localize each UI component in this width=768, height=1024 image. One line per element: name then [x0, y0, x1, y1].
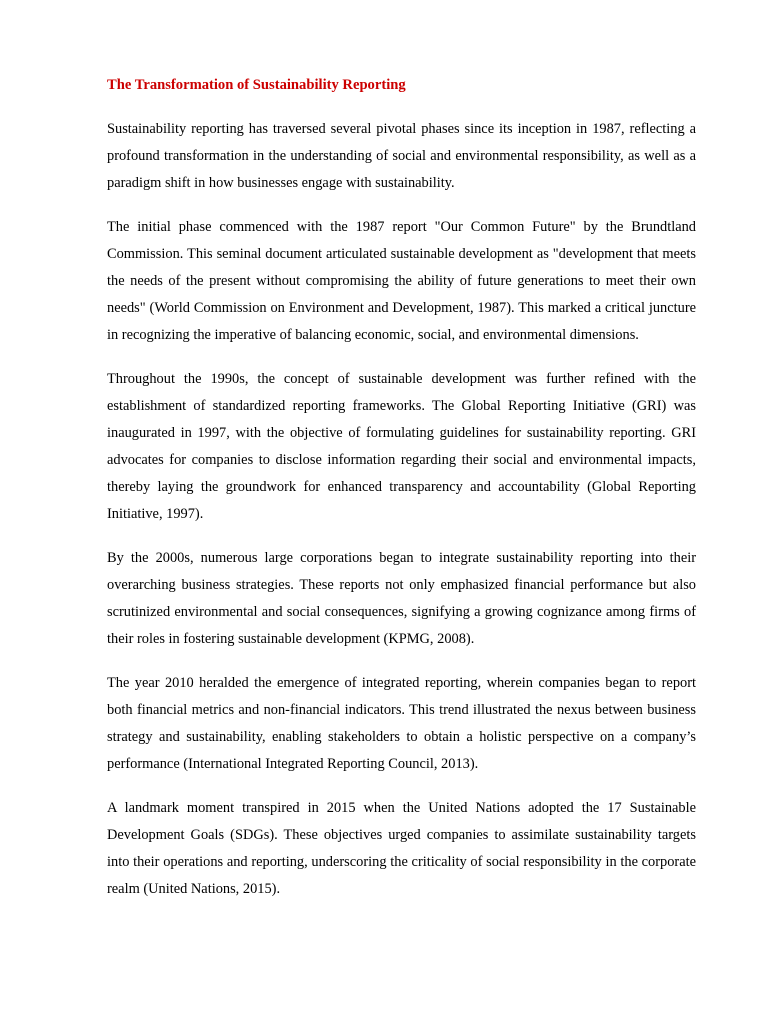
- paragraph-1990s: Throughout the 1990s, the concept of sustainable development was further refined with the establishment of standardized reporting frameworks. The Global Reporting Initiative (GRI) was inaugurated in 1997, with the objective of formulating guidelines for sustainability reporting. GRI advocates for companies to disclose information regarding their social and environmental impacts, thereby laying the groundwork for enhanced transparency and accountability (Global Reporting Initiative, 1997).: [107, 371, 696, 522]
- paragraph-2000s: By the 2000s, numerous large corporations began to integrate sustainability reporting into their overarching business strategies. These reports not only emphasized financial performance but also scrutinized environmental and social consequences, signifying a growing cognizance among firms of their roles in fostering sustainable development (KPMG, 2008).: [107, 550, 696, 647]
- paragraph-2015: A landmark moment transpired in 2015 when the United Nations adopted the 17 Sustainable Development Goals (SDGs). These objectives urged companies to assimilate sustainability targets into their operations and reporting, underscoring the criticality of social responsibility in the corporate realm (United Nations, 2015).: [107, 800, 696, 897]
- paragraph-2010: The year 2010 heralded the emergence of integrated reporting, wherein companies began to report both financial metrics and non-financial indicators. This trend illustrated the nexus between business strategy and sustainability, enabling stakeholders to obtain a holistic perspective on a company’s performance (International Integrated Reporting Council, 2013).: [107, 675, 696, 772]
- paragraph-initial-phase: The initial phase commenced with the 1987 report "Our Common Future" by the Brundtland Commission. This seminal document articulated sustainable development as "development that meets the needs of the present without compromising the ability of future generations to meet their own needs" (World Commission on Environment and Development, 1987). This marked a critical juncture in recognizing the imperative of balancing economic, social, and environmental dimensions.: [107, 219, 696, 343]
- paragraph-intro: Sustainability reporting has traversed several pivotal phases since its inception in 1987, reflecting a profound transformation in the understanding of social and environmental responsibility, as well as a paradigm shift in how businesses engage with sustainability.: [107, 121, 696, 191]
- document-body: [107, 72, 696, 920]
- document-title: The Transformation of Sustainability Reporting: [107, 77, 406, 93]
